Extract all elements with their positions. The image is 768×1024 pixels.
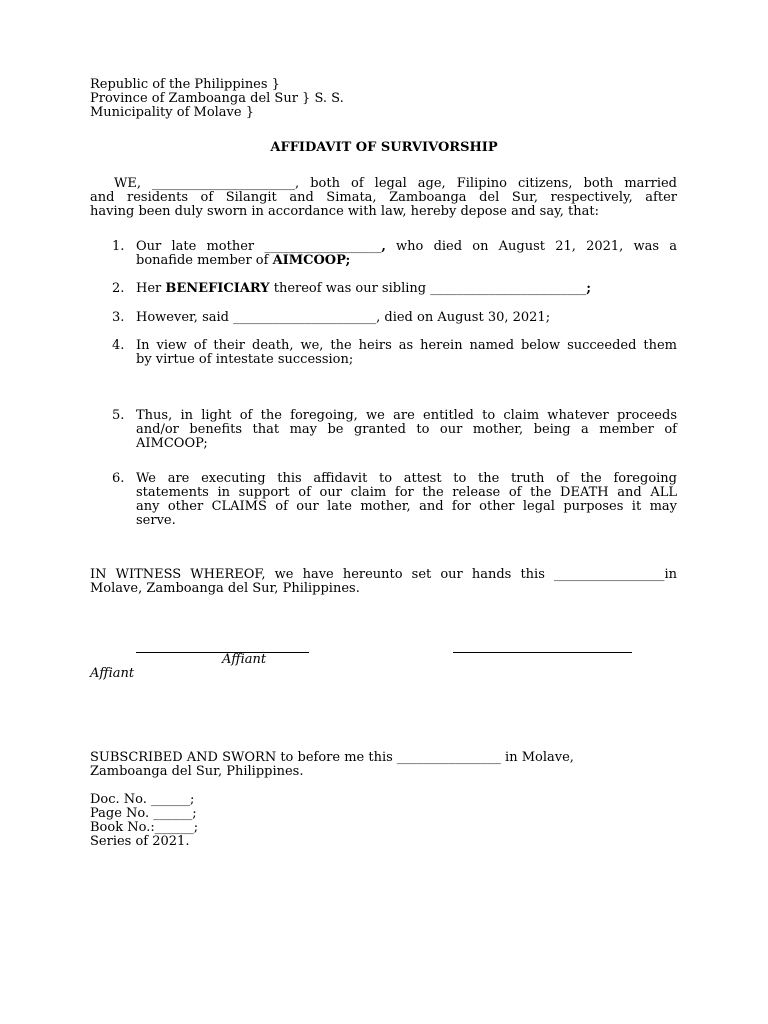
- item-1-bold-aimcoop: AIMCOOP;: [272, 253, 351, 268]
- list-item-4-line-2: by virtue of intestate succession;: [136, 352, 354, 367]
- list-item-5-line-2: and/or benefits that may be granted to our mother, being a member of: [136, 422, 677, 437]
- list-item-6-line-4: serve.: [136, 513, 176, 528]
- list-item-number: 6.: [112, 471, 125, 486]
- item-1-bold-comma: ,: [381, 239, 386, 254]
- venue-line-province: Province of Zamboanga del Sur } S. S.: [90, 91, 344, 106]
- venue-line-municipality: Municipality of Molave }: [90, 105, 254, 120]
- item-2-text-a: Her: [136, 281, 166, 296]
- item-1-text-b: who died on August 21, 2021, was a: [385, 239, 677, 254]
- list-item-number: 2.: [112, 281, 125, 296]
- jurat-line-2: Zamboanga del Sur, Philippines.: [90, 764, 304, 779]
- page-number: Page No. ______;: [90, 806, 197, 821]
- intro-line-3: having been duly sworn in accordance with law, hereby depose and say, that:: [90, 204, 599, 219]
- item-2-text-b: thereof was our sibling ________________________: [269, 281, 587, 296]
- list-item-6-line-3: any other CLAIMS of our late mother, and for other legal purposes it may: [136, 499, 677, 514]
- list-item-number: 3.: [112, 310, 125, 325]
- list-item-6-line-1: We are executing this affidavit to attest to the truth of the foregoing: [136, 471, 677, 486]
- intro-line-1: WE, ______________________, both of legal age, Filipino citizens, both married: [114, 176, 677, 191]
- list-item-2-line-1: [136, 282, 677, 296]
- affiant-signature-line-2: [453, 652, 632, 653]
- item-2-bold-semicolon: ;: [586, 281, 592, 296]
- doc-number: Doc. No. ______;: [90, 792, 195, 807]
- list-item-number: 1.: [112, 239, 125, 254]
- item-1-text-c: bonafide member of: [136, 253, 273, 268]
- item-1-text-a: Our late mother __________________: [136, 239, 382, 254]
- list-item-5-line-1: Thus, in light of the foregoing, we are entitled to claim whatever proceeds: [136, 408, 677, 423]
- witness-line-2: Molave, Zamboanga del Sur, Philippines.: [90, 581, 360, 596]
- list-item-number: 5.: [112, 408, 125, 423]
- jurat-line-1: SUBSCRIBED AND SWORN to before me this ________________ in Molave,: [90, 750, 574, 765]
- affiant-label-1: Affiant: [222, 652, 267, 667]
- list-item-3-line-1: However, said ______________________, died on August 30, 2021;: [136, 310, 551, 325]
- intro-line-2: and residents of Silangit and Simata, Zamboanga del Sur, respectively, after: [90, 190, 677, 205]
- list-item-1-line-1: [136, 240, 677, 254]
- witness-line-1: IN WITNESS WHEREOF, we have hereunto set our hands this _________________in: [90, 567, 677, 582]
- series-year: Series of 2021.: [90, 834, 190, 849]
- list-item-5-line-3: AIMCOOP;: [136, 436, 208, 451]
- book-number: Book No.:______;: [90, 820, 199, 835]
- list-item-number: 4.: [112, 338, 125, 353]
- list-item-1-line-2: [136, 254, 677, 268]
- document-title: AFFIDAVIT OF SURVIVORSHIP: [270, 140, 498, 155]
- list-item-4-line-1: In view of their death, we, the heirs as herein named below succeeded them: [136, 338, 677, 353]
- venue-line-republic: Republic of the Philippines }: [90, 77, 280, 92]
- affiant-label-2: Affiant: [90, 666, 135, 681]
- item-2-bold-beneficiary: BENEFICIARY: [165, 281, 270, 296]
- list-item-6-line-2: statements in support of our claim for the release of the DEATH and ALL: [136, 485, 677, 500]
